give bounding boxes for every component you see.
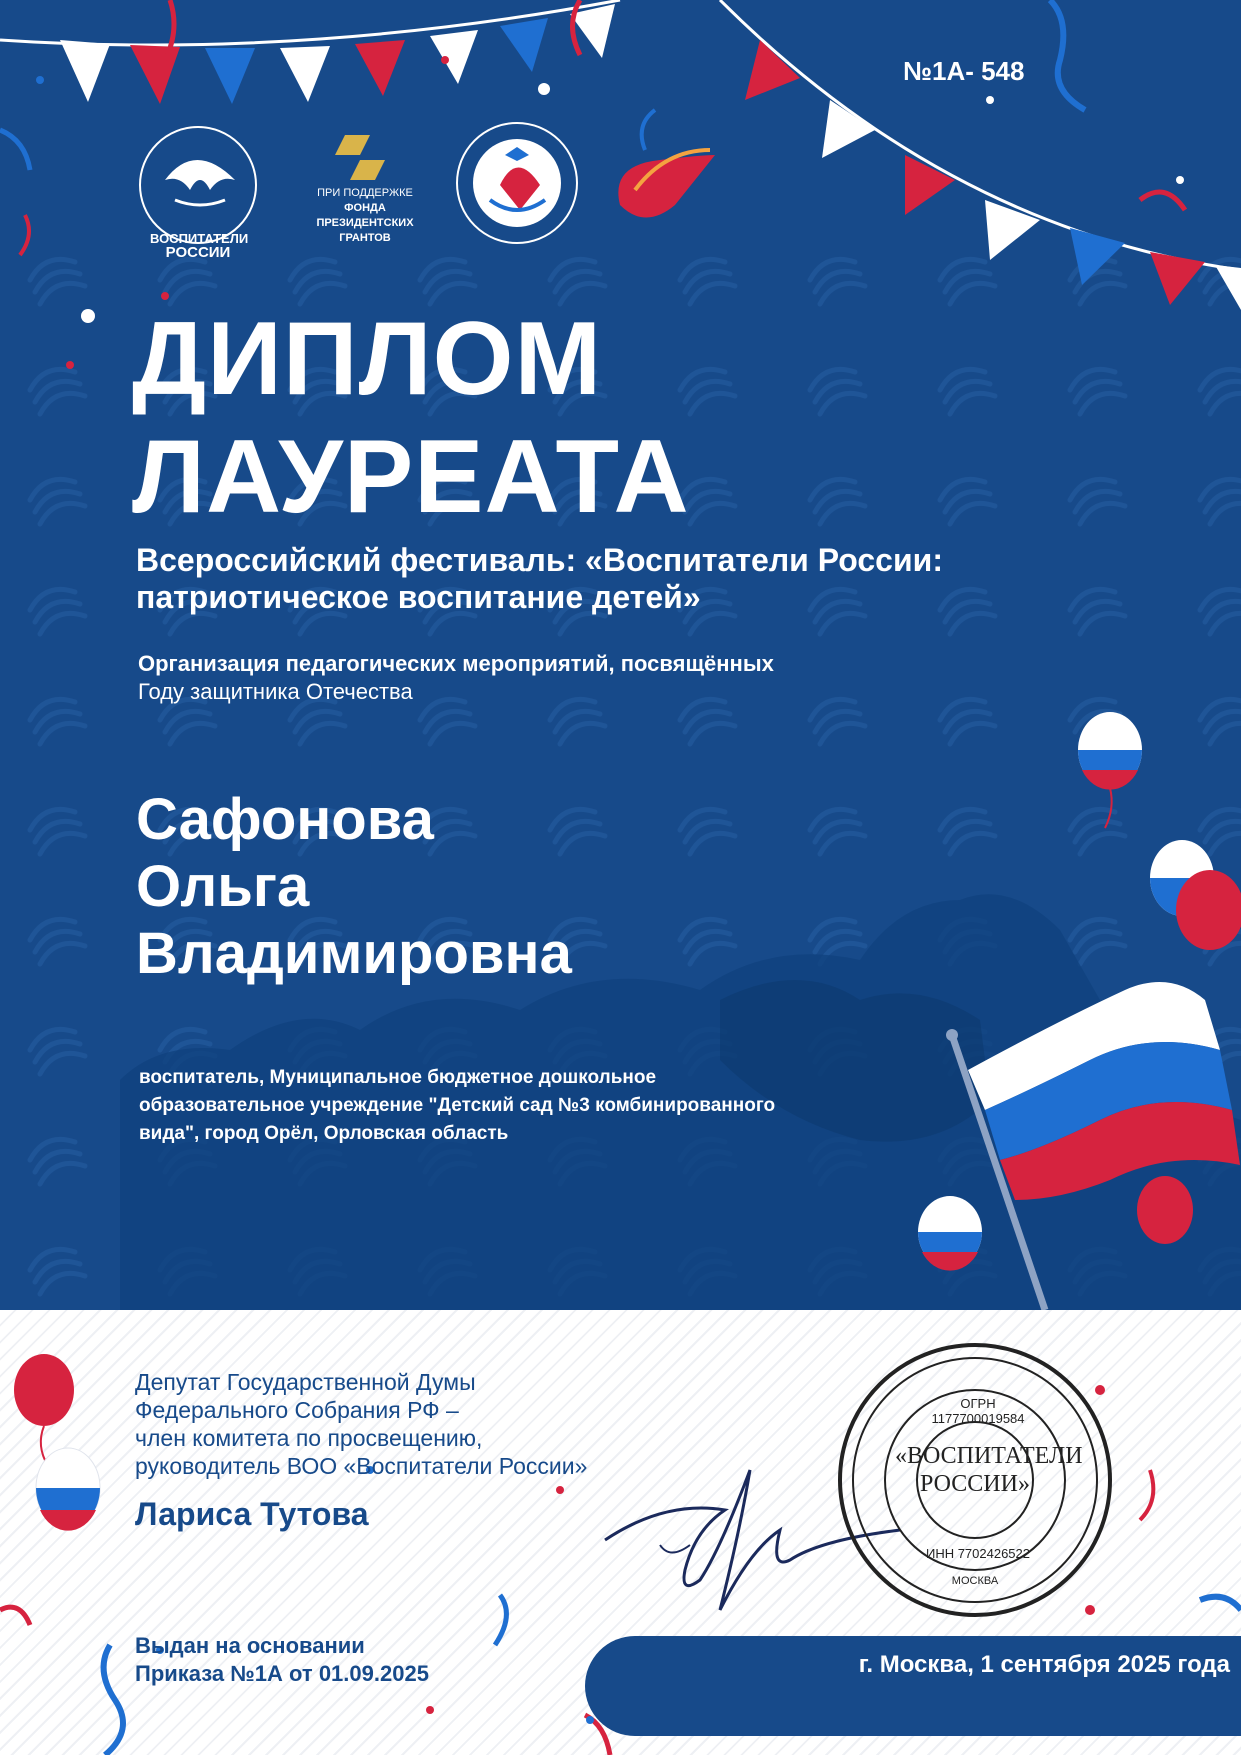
place-and-date: г. Москва, 1 сентября 2025 года xyxy=(858,1651,1230,1678)
stamp-inn: ИНН 7702426522 xyxy=(925,1546,1031,1561)
stamp-center-line2: РОССИИ» xyxy=(920,1471,1030,1497)
luch-logo xyxy=(618,150,715,218)
event-description xyxy=(138,650,938,706)
fund-logo-line1: ПРИ ПОДДЕРЖКЕ xyxy=(317,187,413,199)
signer-position xyxy=(135,1368,695,1480)
recipient-workplace xyxy=(139,1064,899,1148)
presidential-grants-fund-logo xyxy=(335,135,385,180)
fund-logo-line3: ПРЕЗИДЕНТСКИХ xyxy=(316,217,414,229)
recipient-workplace-line1: воспитатель, Муниципальное бюджетное дошкольное xyxy=(139,1067,657,1088)
fund-logo-line2: ФОНДА xyxy=(344,202,386,214)
fund-logo-line4: ГРАНТОВ xyxy=(339,232,391,244)
recipient-workplace-line3: вида", город Орёл, Орловская область xyxy=(139,1123,509,1144)
stamp-center-text xyxy=(895,1442,1083,1498)
vospitateli-logo-line2: РОССИИ xyxy=(165,244,231,261)
recipient-patronymic: Владимировна xyxy=(136,921,572,986)
recipient-surname: Сафонова xyxy=(136,787,434,852)
stamp-ogrn: ОГРН 1177700019584 xyxy=(931,1396,1025,1426)
signer-position-line4: руководитель ВОО «Воспитатели России» xyxy=(135,1453,588,1479)
issue-basis-line2: Приказа №1А от 01.09.2025 xyxy=(135,1661,429,1686)
recipient-first-name: Ольга xyxy=(136,854,310,919)
recipient-name xyxy=(136,786,936,987)
vospitateli-logo-label xyxy=(150,231,249,261)
bunting-flags-left xyxy=(60,4,615,104)
vospitateli-logo-line1: ВОСПИТАТЕЛИ xyxy=(150,231,249,246)
vospitateli-rossii-logo xyxy=(140,127,256,243)
issue-basis xyxy=(135,1632,429,1688)
event-description-line2: Году защитника Отечества xyxy=(138,679,413,704)
event-description-line1: Организация педагогических мероприятий, посвящённых xyxy=(138,651,774,676)
festival-name-line2: патриотическое воспитание детей» xyxy=(136,579,701,615)
diploma-title-line2: ЛАУРЕАТА xyxy=(132,419,690,535)
diploma-number: №1А- 548 xyxy=(903,56,1025,86)
institute-logo xyxy=(457,123,577,243)
stamp-center-line1: «ВОСПИТАТЕЛИ xyxy=(895,1443,1083,1469)
diploma-title xyxy=(132,300,690,536)
signer-name: Лариса Тутова xyxy=(135,1496,369,1532)
stamp-city: МОСКВА xyxy=(951,1575,999,1587)
issue-basis-line1: Выдан на основании xyxy=(135,1633,365,1658)
fund-logo-label xyxy=(295,186,435,246)
diploma-title-line1: ДИПЛОМ xyxy=(132,301,603,417)
festival-name-line1: Всероссийский фестиваль: «Воспитатели России: xyxy=(136,542,943,578)
festival-name xyxy=(136,542,1136,616)
signer-position-line3: член комитета по просвещению, xyxy=(135,1425,483,1451)
signer-position-line1: Депутат Государственной Думы xyxy=(135,1369,476,1395)
recipient-workplace-line2: образовательное учреждение "Детский сад №3 комбинированного xyxy=(139,1095,776,1116)
signer-position-line2: Федерального Собрания РФ – xyxy=(135,1397,459,1423)
